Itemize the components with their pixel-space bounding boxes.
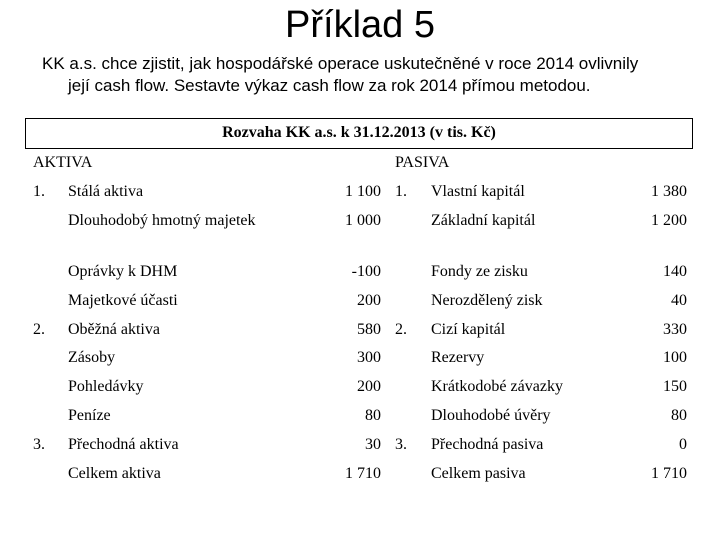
pasiva-row-value: 80 [671, 407, 687, 424]
aktiva-row-label: Přechodná aktiva [68, 436, 179, 453]
slide-title: Příklad 5 [285, 4, 435, 46]
pasiva-row-label: Přechodná pasiva [431, 436, 544, 453]
pasiva-row-value: 1 710 [651, 465, 687, 482]
pasiva-row-number: 2. [395, 321, 407, 338]
pasiva-row-value: 330 [663, 321, 687, 338]
pasiva-row-number: 1. [395, 183, 407, 200]
pasiva-row-label: Krátkodobé závazky [431, 378, 563, 395]
aktiva-row-label: Dlouhodobý hmotný majetek [68, 212, 256, 229]
aktiva-row-value: 1 710 [345, 465, 381, 482]
aktiva-row-label: Peníze [68, 407, 111, 424]
pasiva-row-value: 140 [663, 263, 687, 280]
aktiva-row-value: 300 [357, 349, 381, 366]
pasiva-row-value: 1 380 [651, 183, 687, 200]
aktiva-row-label: Majetkové účasti [68, 292, 178, 309]
pasiva-row-label: Fondy ze zisku [431, 263, 528, 280]
pasiva-row-value: 40 [671, 292, 687, 309]
aktiva-row-label: Pohledávky [68, 378, 144, 395]
pasiva-row-label: Dlouhodobé úvěry [431, 407, 551, 424]
assignment-line-2: její cash flow. Sestavte výkaz cash flow za rok 2014 přímou metodou. [68, 76, 591, 95]
aktiva-row-label: Oprávky k DHM [68, 263, 178, 280]
aktiva-row-value: -100 [351, 263, 381, 280]
pasiva-row-label: Rezervy [431, 349, 485, 366]
aktiva-row-value: 1 000 [345, 212, 381, 229]
aktiva-row-value: 30 [365, 436, 381, 453]
pasiva-row-value: 150 [663, 378, 687, 395]
aktiva-row-number: 2. [33, 321, 45, 338]
aktiva-row-value: 1 100 [345, 183, 381, 200]
aktiva-row-value: 80 [365, 407, 381, 424]
assignment-line-1: KK a.s. chce zjistit, jak hospodářské operace uskutečněné v roce 2014 ovlivnily [42, 54, 639, 73]
pasiva-row-label: Nerozdělený zisk [431, 292, 543, 309]
aktiva-row-value: 580 [357, 321, 381, 338]
pasiva-row-label: Cizí kapitál [431, 321, 506, 338]
aktiva-row-number: 1. [33, 183, 45, 200]
aktiva-row-number: 3. [33, 436, 45, 453]
pasiva-header: PASIVA [395, 154, 450, 171]
aktiva-header: AKTIVA [33, 154, 93, 171]
pasiva-row-value: 1 200 [651, 212, 687, 229]
aktiva-row-value: 200 [357, 292, 381, 309]
aktiva-row-label: Stálá aktiva [68, 183, 144, 200]
aktiva-row-label: Zásoby [68, 349, 116, 366]
aktiva-row-value: 200 [357, 378, 381, 395]
pasiva-row-value: 0 [679, 436, 687, 453]
pasiva-row-label: Vlastní kapitál [431, 183, 525, 200]
pasiva-row-label: Základní kapitál [431, 212, 536, 229]
balance-sheet-heading: Rozvaha KK a.s. k 31.12.2013 (v tis. Kč) [222, 124, 496, 141]
pasiva-row-number: 3. [395, 436, 407, 453]
aktiva-row-label: Celkem aktiva [68, 465, 161, 482]
aktiva-row-label: Oběžná aktiva [68, 321, 160, 338]
pasiva-row-label: Celkem pasiva [431, 465, 526, 482]
assignment-text [42, 53, 692, 97]
pasiva-row-value: 100 [663, 349, 687, 366]
